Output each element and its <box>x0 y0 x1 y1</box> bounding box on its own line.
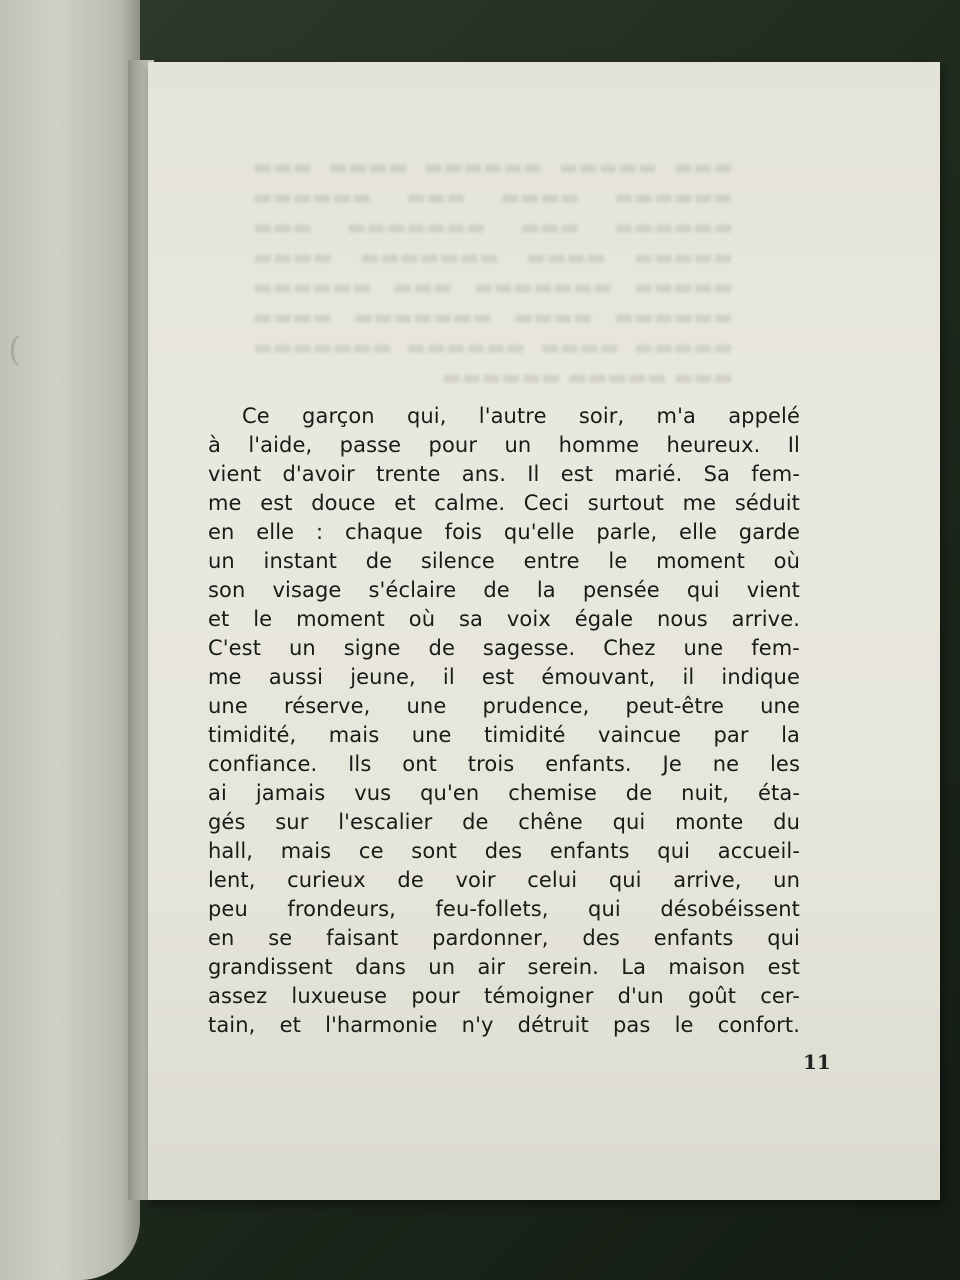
text-line: assez luxueuse pour témoigner d'un goût cer- <box>208 984 800 1008</box>
body-paragraph <box>208 402 800 1040</box>
text-line: me aussi jeune, il est émouvant, il indique <box>208 665 800 689</box>
text-line: une réserve, une prudence, peut-être une <box>208 694 800 718</box>
text-line: en elle : chaque fois qu'elle parle, elle garde <box>208 520 800 544</box>
text-line: hall, mais ce sont des enfants qui accueil- <box>208 839 800 863</box>
text-line: et le moment où sa voix égale nous arrive. <box>208 607 800 631</box>
text-line: Ce garçon qui, l'autre soir, m'a appelé <box>242 404 800 428</box>
text-line: gés sur l'escalier de chêne qui monte du <box>208 810 800 834</box>
text-line: lent, curieux de voir celui qui arrive, un <box>208 868 800 892</box>
text-line: confiance. Ils ont trois enfants. Je ne les <box>208 752 800 776</box>
text-line: tain, et l'harmonie n'y détruit pas le confort. <box>208 1013 800 1037</box>
text-line: son visage s'éclaire de la pensée qui vient <box>208 578 800 602</box>
text-line: en se faisant pardonner, des enfants qui <box>208 926 800 950</box>
text-line: vient d'avoir trente ans. Il est marié. Sa fem- <box>208 462 800 486</box>
left-page-edge <box>0 0 140 1280</box>
text-line: timidité, mais une timidité vaincue par la <box>208 723 800 747</box>
text-line: peu frondeurs, feu-follets, qui désobéissent <box>208 897 800 921</box>
left-page-glyph: ( <box>8 330 22 370</box>
bleed-through-text: ▬▬▬ ▬▬▬▬▬ ▬▬▬▬▬▬ ▬▬▬▬ ▬▬▬ ▬▬▬▬▬▬ ▬▬▬▬ ▬▬▬ ▬▬▬▬▬▬ ▬▬▬▬▬▬ ▬▬▬ ▬▬▬▬▬▬▬ ▬▬▬ ▬▬▬▬▬ ▬▬▬▬ ▬▬▬▬▬▬▬ ▬▬▬▬ ▬▬▬▬▬ ▬▬▬▬▬▬▬ ▬▬▬ ▬▬▬▬▬▬ ▬▬▬▬▬▬ ▬▬▬▬ ▬▬▬▬▬▬▬ ▬▬▬▬ ▬▬▬▬▬ ▬▬▬▬ ▬▬▬▬▬▬ ▬▬▬▬▬▬▬ ▬▬▬ ▬▬▬▬▬ ▬▬▬▬▬▬ <box>253 155 733 389</box>
page-number: 11 <box>803 1050 831 1074</box>
text-line: ai jamais vus qu'en chemise de nuit, éta- <box>208 781 800 805</box>
text-line: un instant de silence entre le moment où <box>208 549 800 573</box>
text-line: à l'aide, passe pour un homme heureux. Il <box>208 433 800 457</box>
text-line: me est douce et calme. Ceci surtout me séduit <box>208 491 800 515</box>
book-page <box>148 62 940 1200</box>
text-line: grandissent dans un air serein. La maison est <box>208 955 800 979</box>
text-line: C'est un signe de sagesse. Chez une fem- <box>208 636 800 660</box>
